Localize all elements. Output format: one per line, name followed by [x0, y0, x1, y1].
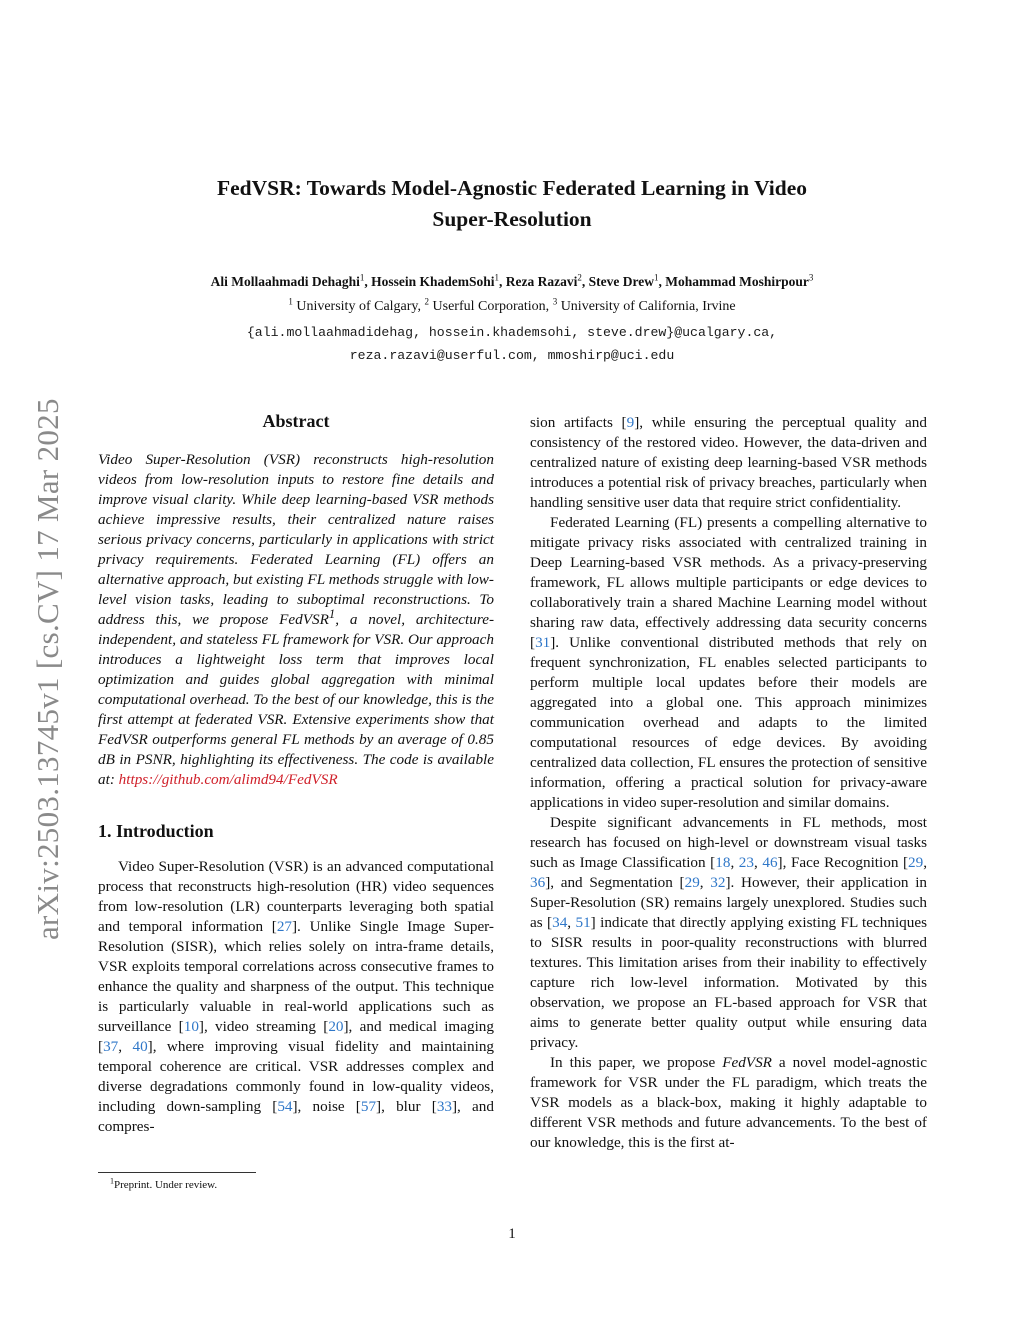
author	[589, 274, 659, 289]
text: ]. Unlike Single Image Super-Resolution (SISR), which relies solely on intra-frame details, VSR exploits temporal correlations across consecutive frames to enhance the quality and sharpness of the output. This technique is particularly valuable in real-world applications such as surveillance [	[98, 918, 494, 1035]
citation-link[interactable]: 10	[183, 1018, 199, 1035]
citation-link[interactable]: 27	[276, 918, 292, 935]
citation-link[interactable]: 23	[738, 854, 754, 871]
affiliations	[80, 297, 944, 317]
text: ], and compres-	[98, 1098, 494, 1135]
page-number: 1	[508, 1226, 516, 1242]
footnote-divider	[98, 1172, 256, 1173]
text: ] indicate that directly applying existing FL techniques to SISR results in poor-quality reconstructions with blurred textures. This limitation arises from their inability to effectively capture rich low-level information. Motivated by this observation, we propose an FL-based approach for VSR that aims to generate better quality output while ensuring data privacy.	[530, 914, 928, 1051]
citation-link[interactable]: 34	[552, 914, 568, 931]
text: ], noise [	[292, 1098, 361, 1115]
text: ,	[118, 1038, 133, 1055]
title-line-2: Super-Resolution	[432, 207, 592, 231]
email-line: {ali.mollaahmadidehag, hossein.khademsohi, steve.drew}@ucalgary.ca,	[246, 325, 778, 340]
intro-paragraph	[530, 513, 927, 813]
text: Despite significant advancements in FL methods, most research has focused on high-level or downstream visual tasks such as Image Classification [	[530, 814, 927, 871]
text: ]. Unlike conventional distributed methods that rely on frequent synchronization, FL enables selected participants to perform multiple local updates before their models are aggregated into a global one. This approach minimizes communication overhead and adapts to the limited computational resources of edge devices. By avoiding centralized data collection, FL ensures the protection of sensitive information, offering a practical solution for privacy-aware applications in video super-resolution and similar domains.	[530, 634, 927, 811]
citation-link[interactable]: 54	[277, 1098, 293, 1115]
method-name: FedVSR	[722, 1054, 772, 1071]
author-name: Steve Drew	[588, 274, 654, 289]
affil-mark: 2	[424, 296, 430, 307]
abstract-part: Video Super-Resolution (VSR) reconstructs high-resolution videos from low-resolution inputs to restore fine details and improve visual clarity. While deep learning-based VSR methods achieve impressive results, their centralized nature raises serious privacy concerns, particularly in applications with strict privacy requirements. Federated Learning (FL) offers an alternative approach, but existing FL methods struggle with low-level vision tasks, leading to suboptimal reconstructions. To address this, we propose FedVSR	[98, 451, 494, 628]
citation-link[interactable]: 29	[908, 854, 924, 871]
author-name: Ali Mollaahmadi Dehaghi	[210, 274, 360, 289]
code-repository-link[interactable]: https://github.com/alimd94/FedVSR	[118, 771, 338, 788]
text: Video Super-Resolution (VSR) is an advanced computational process that reconstructs high-resolution (HR) video sequences from low-resolution (LR) counterparts leveraging both spatial and temporal information [	[98, 858, 494, 935]
affil-mark: 3	[552, 296, 558, 307]
citation-link[interactable]: 36	[530, 874, 546, 891]
author-affil-mark: 3	[808, 272, 814, 283]
citation-link[interactable]: 46	[762, 854, 778, 871]
author	[506, 274, 582, 289]
author	[371, 274, 499, 289]
left-column	[98, 410, 494, 1137]
text: In this paper, we propose	[550, 1054, 723, 1071]
author	[211, 274, 365, 289]
intro-paragraph	[530, 413, 927, 513]
title-line-1: FedVSR: Towards Model-Agnostic Federated Learning in Video	[216, 176, 808, 200]
author-affil-mark: 2	[577, 272, 582, 283]
citation-link[interactable]: 33	[436, 1098, 452, 1115]
footnote-mark: 1	[328, 606, 336, 621]
abstract-part: , a novel, architecture-independent, and stateless FL framework for VSR. Our approach introduces a lightweight loss term that improves local optimization and guides global aggregation with minimal computational overhead. To the best of our knowledge, this is the first attempt at federated VSR. Extensive experiments show that FedVSR outperforms general FL methods by an average of 0.85 dB in PSNR, highlighting its effectiveness. The code is available at:	[98, 611, 495, 788]
text: ], and Segmentation [	[545, 874, 685, 891]
text: ,	[730, 854, 739, 871]
abstract-text	[98, 450, 494, 790]
intro-paragraph	[530, 813, 927, 1053]
text: ], Face Recognition [	[777, 854, 909, 871]
text: sion artifacts [	[530, 414, 627, 431]
affil-mark: 1	[288, 296, 293, 307]
citation-link[interactable]: 31	[535, 634, 551, 651]
paper-title	[120, 173, 904, 235]
author-affil-mark: 1	[494, 272, 500, 283]
citation-link[interactable]: 20	[328, 1018, 344, 1035]
intro-paragraph	[98, 857, 494, 1137]
right-column	[530, 413, 927, 1153]
affiliation: University of California, Irvine	[560, 299, 736, 314]
text: ], and medical imaging [	[98, 1018, 494, 1055]
author-affil-mark: 1	[654, 272, 659, 283]
citation-link[interactable]: 37	[103, 1038, 119, 1055]
citation-link[interactable]: 57	[360, 1098, 377, 1115]
citation-link[interactable]: 9	[626, 414, 635, 431]
affiliation: Userful Corporation,	[432, 299, 550, 314]
footnote	[110, 1178, 217, 1193]
text: ], video streaming [	[198, 1018, 329, 1035]
author	[665, 274, 813, 289]
author-affil-mark: 1	[359, 272, 365, 283]
citation-link[interactable]: 51	[575, 914, 591, 931]
abstract-heading: Abstract	[262, 411, 330, 431]
author-name: Mohammad Moshirpour	[665, 274, 809, 289]
text: Federated Learning (FL) presents a compelling alternative to mitigate privacy risks associated with centralized training in Deep Learning-based VSR methods. As a privacy-preserving framework, FL allows multiple participants or edge devices to collaboratively train a shared Machine Learning model without sharing raw data, effectively addressing data security concerns [	[530, 514, 927, 651]
affiliation: University of Calgary,	[296, 299, 422, 314]
text: a novel model-agnostic framework for VSR under the FL paradigm, which treats the VSR models as a black-box, making it highly adaptable to different VSR methods and future advancements. To the best of our knowledge, this is the first at-	[530, 1054, 927, 1151]
author-name: Reza Razavi	[505, 274, 578, 289]
text: ], blur [	[376, 1098, 437, 1115]
citation-link[interactable]: 40	[132, 1038, 148, 1055]
email-line: reza.razavi@userful.com, mmoshirp@uci.edu	[349, 348, 675, 363]
author-list: Ali Mollaahmadi Dehaghi$^1$, Hossein KhademSohi$^1$, Reza Razavi$^2$, Steve Drew$^1$, Mohammad Moshirpour$^3$	[210, 272, 814, 289]
text: ,	[699, 874, 711, 891]
arxiv-identifier-stamp: arXiv:2503.13745v1 [cs.CV] 17 Mar 2025	[30, 398, 65, 940]
text: ]. However, their application in Super-Resolution (SR) remains largely unexplored. Studies such as [	[530, 874, 928, 931]
citation-link[interactable]: 29	[684, 874, 700, 891]
author-name: Hossein KhademSohi	[371, 274, 495, 289]
text: ,	[923, 854, 928, 871]
text: ], while ensuring the perceptual quality and consistency of the restored video. However, the data-driven and centralized nature of existing deep learning-based VSR methods introduces a potential risk of privacy breaches, particularly when handling sensitive user data that require strict confidentiality.	[530, 414, 927, 511]
author-emails	[80, 321, 944, 367]
text: ], where improving visual fidelity and maintaining temporal coherence are critical. VSR addresses complex and diverse degradations commonly found in low-quality videos, including down-sampling [	[98, 1038, 495, 1115]
citation-link[interactable]: 32	[710, 874, 726, 891]
text: ,	[567, 914, 576, 931]
footnote-mark: 1	[110, 1176, 114, 1186]
text: ,	[753, 854, 763, 871]
intro-paragraph	[530, 1053, 927, 1153]
section-heading-introduction: 1. Introduction	[98, 821, 214, 841]
footnote-text: Preprint. Under review.	[114, 1179, 218, 1191]
citation-link[interactable]: 18	[715, 854, 731, 871]
